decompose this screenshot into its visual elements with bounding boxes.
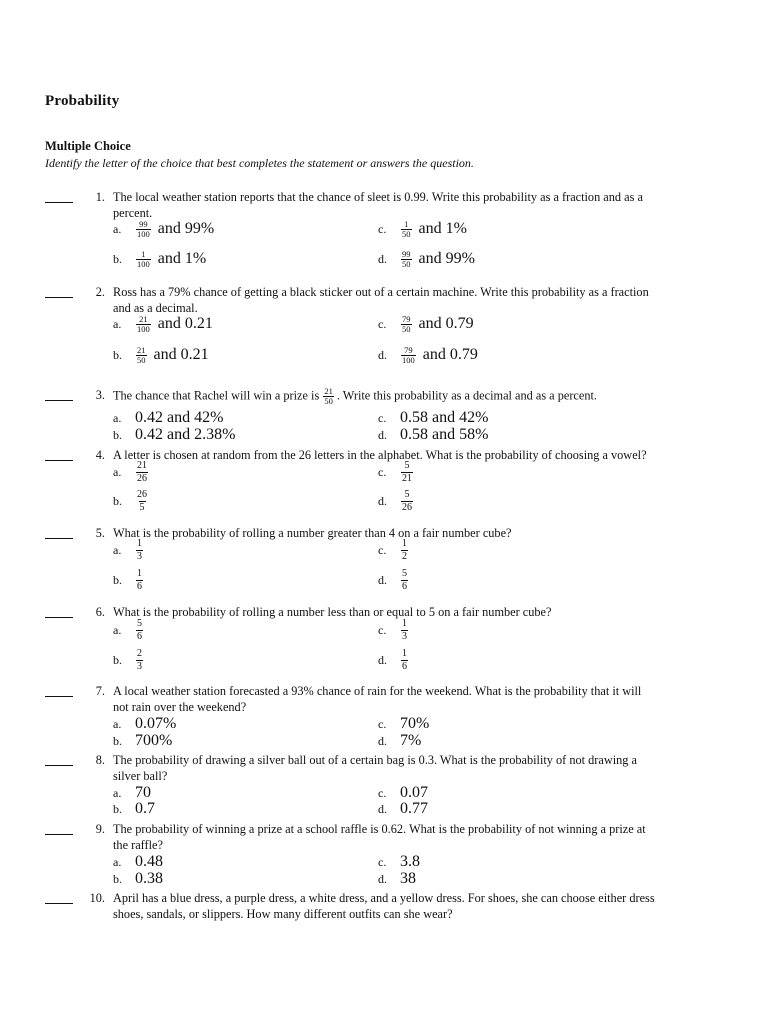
answer-blank[interactable] [45, 447, 73, 461]
choice-label: c. [378, 785, 387, 800]
choice-label: b. [113, 251, 122, 266]
choice-label: d. [378, 871, 387, 886]
stem-line: A letter is chosen at random from the 26 letters in the alphabet. What is the probability of choosing a vowel? [113, 448, 647, 462]
answer-choice[interactable] [378, 854, 420, 870]
choice-label: b. [113, 871, 122, 886]
answer-choice[interactable] [113, 785, 151, 801]
answer-blank[interactable] [45, 752, 73, 766]
choice-text: 0.58 and 42% [400, 409, 489, 426]
fraction-denominator: 50 [137, 354, 146, 365]
choice-text: 0.38 [135, 870, 163, 887]
fraction-denominator: 6 [137, 630, 142, 642]
question-stem [113, 683, 728, 715]
fraction-denominator: 5 [139, 501, 145, 513]
fraction-numerator: 26 [137, 488, 147, 500]
answer-choice[interactable] [378, 785, 428, 801]
stem-line: Ross has a 79% chance of getting a black sticker out of a certain machine. Write this probability as a fraction [113, 285, 649, 299]
answer-blank[interactable] [45, 683, 73, 697]
answer-blank[interactable] [45, 890, 73, 904]
choice-label: c. [378, 410, 387, 425]
answer-choice[interactable] [113, 871, 163, 887]
fraction [136, 220, 151, 239]
section-heading: Multiple Choice [45, 139, 131, 153]
fraction [401, 538, 408, 563]
fraction-denominator: 50 [402, 323, 411, 334]
answer-choice[interactable] [378, 459, 416, 484]
stem-line: The probability of winning a prize at a school raffle is 0.62. What is the probability of not winning a prize at [113, 822, 646, 836]
fraction-denominator: 100 [137, 323, 150, 334]
answer-choice[interactable] [378, 427, 488, 443]
choice-text: and 0.79 [418, 346, 478, 363]
choice-label: d. [378, 733, 387, 748]
fraction-denominator: 3 [402, 630, 407, 642]
answer-blank[interactable] [45, 284, 73, 298]
answer-choice[interactable] [113, 733, 172, 749]
question-number: 1. [95, 190, 105, 204]
answer-choice[interactable] [378, 733, 421, 749]
question-stem [113, 284, 728, 316]
answer-choice[interactable] [378, 344, 478, 365]
choice-text: and 0.21 [149, 346, 209, 363]
question-number: 5. [95, 526, 105, 540]
question-number: 3. [95, 388, 105, 402]
choice-label: c. [378, 622, 387, 637]
answer-choice[interactable] [378, 488, 416, 513]
question-number: 9. [95, 822, 105, 836]
choice-text: and 99% [414, 250, 475, 267]
fraction-numerator: 99 [402, 248, 411, 259]
answer-choice[interactable] [113, 617, 146, 642]
answer-choice[interactable] [378, 617, 411, 642]
answer-choice[interactable] [378, 248, 475, 269]
choice-text: and 0.79 [414, 315, 474, 332]
choice-label: b. [113, 427, 122, 442]
instructions: Identify the letter of the choice that best completes the statement or answers the question. [45, 156, 474, 170]
fraction-denominator: 6 [402, 660, 407, 672]
answer-choice[interactable] [378, 313, 474, 334]
choice-label: a. [113, 464, 122, 479]
choice-label: d. [378, 572, 387, 587]
choice-text: 0.07% [135, 715, 177, 732]
choice-text: 0.58 and 58% [400, 426, 489, 443]
choice-text: 0.42 and 42% [135, 409, 224, 426]
choice-text: and 99% [153, 220, 215, 237]
choice-text: 0.7 [135, 800, 155, 817]
choice-text: 70 [135, 784, 151, 801]
stem-line: April has a blue dress, a purple dress, a white dress, and a yellow dress. For shoes, she can choose either dress [113, 891, 655, 905]
choice-label: c. [378, 542, 387, 557]
answer-choice[interactable] [378, 801, 428, 817]
fraction-numerator: 21 [139, 313, 148, 324]
answer-choice[interactable] [113, 537, 146, 562]
fraction-denominator: 50 [402, 258, 411, 269]
choice-label: b. [113, 493, 122, 508]
answer-choice[interactable] [378, 567, 411, 592]
answer-choice[interactable] [113, 854, 163, 870]
fraction-denominator: 100 [137, 258, 150, 269]
choice-label: d. [378, 251, 387, 266]
fraction-numerator: 1 [137, 537, 142, 549]
choice-text: and 0.21 [153, 315, 213, 332]
choice-text: 0.07 [400, 784, 428, 801]
answer-choice[interactable] [113, 801, 155, 817]
fraction-numerator: 21 [137, 459, 147, 471]
choice-label: b. [113, 652, 122, 667]
choice-text: and 1% [414, 220, 467, 237]
answer-choice[interactable] [113, 248, 207, 269]
answer-choice[interactable] [113, 647, 146, 672]
choice-text: 0.77 [400, 800, 428, 817]
fraction [401, 618, 408, 643]
fraction [401, 315, 412, 334]
answer-blank[interactable] [45, 387, 73, 401]
fraction [401, 220, 412, 239]
stem-text: . Write this probability as a decimal and as a percent. [336, 388, 597, 403]
choice-label: a. [113, 542, 122, 557]
fraction [136, 460, 148, 485]
answer-choice[interactable] [113, 218, 215, 239]
fraction-denominator: 6 [137, 580, 142, 592]
fraction [401, 460, 413, 485]
fraction [136, 648, 143, 673]
question-number: 4. [95, 448, 105, 462]
stem-line: not rain over the weekend? [113, 700, 247, 714]
choice-label: d. [378, 347, 387, 362]
choice-text: 7% [400, 732, 422, 749]
fraction-numerator: 1 [141, 248, 146, 259]
fraction [401, 250, 412, 269]
fraction [136, 618, 143, 643]
question-stem [113, 525, 728, 541]
choice-label: c. [378, 716, 387, 731]
fraction-numerator: 1 [402, 647, 407, 659]
fraction-denominator: 26 [137, 472, 147, 484]
fraction [401, 489, 413, 514]
stem-line: The local weather station reports that the chance of sleet is 0.99. Write this probability as a fraction and as a [113, 190, 643, 204]
choice-label: a. [113, 716, 122, 731]
fraction-numerator: 99 [139, 218, 148, 229]
fraction-numerator: 5 [402, 567, 407, 579]
choice-label: a. [113, 410, 122, 425]
fraction-denominator: 6 [402, 580, 407, 592]
answer-choice[interactable] [378, 537, 411, 562]
stem-line: A local weather station forecasted a 93% chance of rain for the weekend. What is the probability that it will [113, 684, 642, 698]
fraction [401, 648, 408, 673]
stem-line: percent. [113, 206, 153, 220]
answer-choice[interactable] [113, 716, 176, 732]
answer-choice[interactable] [113, 344, 209, 365]
answer-blank[interactable] [45, 821, 73, 835]
stem-line: and as a decimal. [113, 301, 198, 315]
choice-label: d. [378, 427, 387, 442]
answer-choice[interactable] [378, 218, 467, 239]
choice-label: b. [113, 733, 122, 748]
fraction [323, 387, 334, 406]
stem-line: What is the probability of rolling a number less than or equal to 5 on a fair number cube? [113, 605, 552, 619]
fraction-numerator: 1 [137, 567, 142, 579]
choice-text: 38 [400, 870, 416, 887]
question-number: 8. [95, 753, 105, 767]
answer-blank[interactable] [45, 525, 73, 539]
question-stem [113, 189, 728, 221]
fraction-numerator: 2 [137, 647, 142, 659]
question-stem [113, 447, 728, 463]
question-stem [113, 890, 728, 922]
fraction-numerator: 21 [137, 344, 146, 355]
choice-label: c. [378, 464, 387, 479]
choice-label: d. [378, 493, 387, 508]
stem-line: shoes, sandals, or slippers. How many different outfits can she wear? [113, 907, 453, 921]
fraction [136, 315, 151, 334]
choice-text: 0.42 and 2.38% [135, 426, 236, 443]
choice-label: c. [378, 316, 387, 331]
stem-line: What is the probability of rolling a number greater than 4 on a fair number cube? [113, 526, 512, 540]
stem-line: The probability of drawing a silver ball out of a certain bag is 0.3. What is the probability of not drawing a [113, 753, 637, 767]
answer-choice[interactable] [113, 410, 223, 426]
answer-choice[interactable] [378, 647, 411, 672]
fraction-numerator: 5 [404, 488, 410, 500]
choice-label: c. [378, 221, 387, 236]
choice-label: b. [113, 801, 122, 816]
question-stem [113, 604, 728, 620]
answer-choice[interactable] [378, 410, 488, 426]
answer-choice[interactable] [113, 427, 235, 443]
choice-label: a. [113, 622, 122, 637]
question-stem [113, 752, 728, 784]
question-stem [113, 387, 728, 406]
fraction-denominator: 100 [137, 228, 150, 239]
fraction-numerator: 1 [402, 537, 407, 549]
question-number: 2. [95, 285, 105, 299]
page-title: Probability [45, 93, 120, 109]
choice-text: and 1% [153, 250, 207, 267]
fraction-denominator: 21 [402, 472, 412, 484]
fraction-numerator: 79 [402, 313, 411, 324]
fraction [136, 489, 148, 514]
fraction [136, 250, 151, 269]
fraction-numerator: 5 [404, 459, 410, 471]
fraction-denominator: 3 [137, 660, 142, 672]
stem-line: silver ball? [113, 769, 168, 783]
choice-text: 3.8 [400, 853, 420, 870]
choice-label: d. [378, 652, 387, 667]
fraction-denominator: 100 [402, 354, 415, 365]
answer-choice[interactable] [378, 716, 429, 732]
fraction-denominator: 50 [402, 228, 411, 239]
fraction-numerator: 5 [137, 617, 142, 629]
answer-blank[interactable] [45, 604, 73, 618]
choice-label: d. [378, 801, 387, 816]
choice-label: b. [113, 347, 122, 362]
choice-label: a. [113, 316, 122, 331]
answer-blank[interactable] [45, 189, 73, 203]
fraction-denominator: 3 [137, 550, 142, 562]
fraction-numerator: 1 [402, 617, 407, 629]
choice-label: a. [113, 854, 122, 869]
question-number: 6. [95, 605, 105, 619]
fraction-denominator: 26 [402, 501, 412, 513]
choice-label: a. [113, 221, 122, 236]
fraction-denominator: 50 [324, 396, 333, 406]
choice-label: c. [378, 854, 387, 869]
choice-label: b. [113, 572, 122, 587]
stem-line: the raffle? [113, 838, 163, 852]
fraction [136, 568, 143, 593]
fraction-numerator: 21 [324, 386, 333, 396]
answer-choice[interactable] [113, 488, 151, 513]
fraction [401, 346, 416, 365]
fraction [136, 346, 147, 365]
fraction-numerator: 1 [404, 218, 409, 229]
fraction-numerator: 79 [404, 344, 413, 355]
question-number: 7. [95, 684, 105, 698]
answer-choice[interactable] [113, 459, 151, 484]
stem-text: The chance that Rachel will win a prize is [113, 388, 323, 403]
choice-text: 700% [135, 732, 173, 749]
fraction [401, 568, 408, 593]
answer-choice[interactable] [113, 567, 146, 592]
answer-choice[interactable] [378, 871, 416, 887]
choice-label: a. [113, 785, 122, 800]
choice-text: 70% [400, 715, 430, 732]
question-stem [113, 821, 728, 853]
question-number: 10. [89, 891, 105, 905]
fraction [136, 538, 143, 563]
fraction-denominator: 2 [402, 550, 407, 562]
choice-text: 0.48 [135, 853, 163, 870]
answer-choice[interactable] [113, 313, 213, 334]
